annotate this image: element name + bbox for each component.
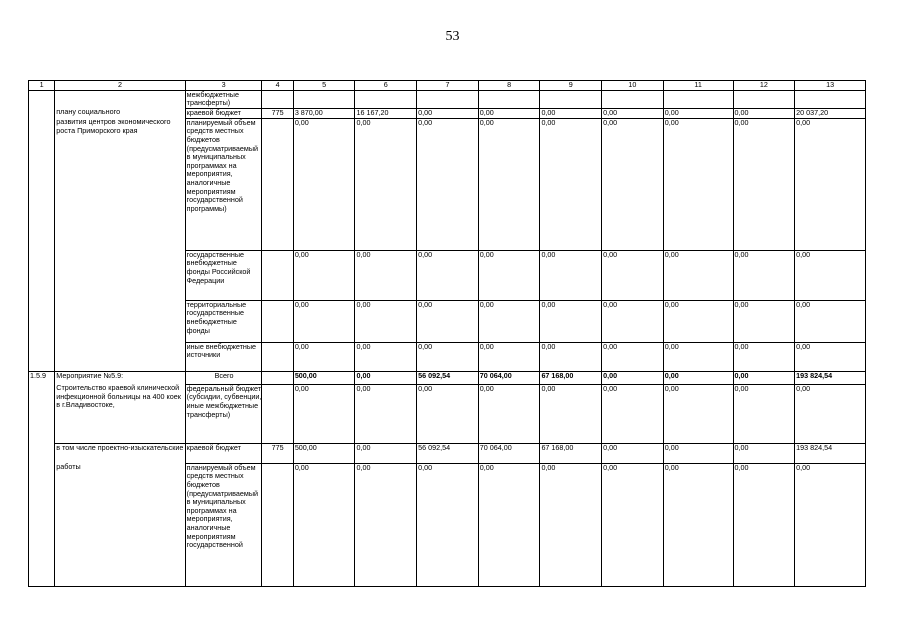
amount-cell: 0,00 (795, 250, 866, 300)
row-number-cell (29, 384, 55, 443)
funding-source-cell: Всего (185, 371, 262, 384)
amount-cell: 56 092,54 (417, 443, 479, 463)
amount-cell: 0,00 (733, 118, 795, 250)
amount-cell: 0,00 (602, 108, 664, 118)
amount-cell: 0,00 (355, 118, 417, 250)
amount-cell: 0,00 (663, 463, 733, 586)
amount-cell (540, 90, 602, 108)
funding-source-cell: краевой бюджет (185, 443, 262, 463)
amount-cell: 0,00 (540, 250, 602, 300)
table-row (29, 300, 866, 342)
amount-cell: 0,00 (663, 384, 733, 443)
amount-cell: 0,00 (293, 384, 355, 443)
grbs-code-cell (262, 384, 293, 443)
amount-cell: 0,00 (355, 300, 417, 342)
amount-cell: 0,00 (417, 342, 479, 371)
table-row (29, 118, 866, 250)
amount-cell: 0,00 (602, 463, 664, 586)
measure-name-cell: плану социального (55, 108, 185, 118)
grbs-code-cell (262, 371, 293, 384)
grbs-code-cell (262, 90, 293, 108)
amount-cell (602, 90, 664, 108)
funding-source-cell: иные внебюджетные источники (185, 342, 262, 371)
amount-cell: 0,00 (293, 342, 355, 371)
amount-cell: 0,00 (540, 300, 602, 342)
amount-cell: 0,00 (733, 463, 795, 586)
measure-name-cell: развития центров экономического роста Приморского края (55, 118, 185, 250)
table-row (29, 371, 866, 384)
header-col-4: 4 (262, 81, 293, 91)
amount-cell: 0,00 (540, 108, 602, 118)
amount-cell: 0,00 (478, 384, 540, 443)
amount-cell (663, 90, 733, 108)
amount-cell: 0,00 (355, 384, 417, 443)
header-col-13: 13 (795, 81, 866, 91)
amount-cell: 0,00 (478, 118, 540, 250)
amount-cell: 0,00 (795, 342, 866, 371)
funding-source-cell: краевой бюджет (185, 108, 262, 118)
measure-name-cell (55, 300, 185, 342)
amount-cell: 0,00 (663, 443, 733, 463)
amount-cell: 0,00 (540, 342, 602, 371)
amount-cell: 0,00 (795, 463, 866, 586)
amount-cell: 16 167,20 (355, 108, 417, 118)
table-row (29, 463, 866, 586)
table-row (29, 108, 866, 118)
funding-source-cell: территориальные государственные внебюджетные фонды (185, 300, 262, 342)
amount-cell: 0,00 (293, 118, 355, 250)
amount-cell: 0,00 (293, 300, 355, 342)
table-row (29, 90, 866, 108)
header-col-5: 5 (293, 81, 355, 91)
amount-cell: 0,00 (733, 250, 795, 300)
amount-cell: 0,00 (795, 300, 866, 342)
row-number-cell (29, 118, 55, 250)
amount-cell: 0,00 (478, 342, 540, 371)
header-col-1: 1 (29, 81, 55, 91)
amount-cell: 67 168,00 (540, 371, 602, 384)
measure-name-cell (55, 90, 185, 108)
amount-cell: 0,00 (355, 371, 417, 384)
header-col-11: 11 (663, 81, 733, 91)
grbs-code-cell (262, 463, 293, 586)
measure-name-cell: работы (55, 463, 185, 586)
amount-cell: 500,00 (293, 443, 355, 463)
measure-name-cell: в том числе проектно-изыскательские (55, 443, 185, 463)
amount-cell: 0,00 (417, 463, 479, 586)
amount-cell: 0,00 (478, 250, 540, 300)
funding-source-cell: федеральный бюджет (субсидии, субвенции, иные межбюджетные трансферты) (185, 384, 262, 443)
amount-cell (355, 90, 417, 108)
amount-cell: 0,00 (540, 384, 602, 443)
grbs-code-cell (262, 300, 293, 342)
amount-cell: 0,00 (602, 443, 664, 463)
header-row (29, 81, 866, 91)
amount-cell: 0,00 (478, 108, 540, 118)
row-number-cell (29, 463, 55, 586)
amount-cell: 70 064,00 (478, 443, 540, 463)
amount-cell: 193 824,54 (795, 443, 866, 463)
amount-cell: 0,00 (795, 118, 866, 250)
amount-cell: 0,00 (355, 250, 417, 300)
funding-source-cell: государственные внебюджетные фонды Российской Федерации (185, 250, 262, 300)
grbs-code-cell (262, 118, 293, 250)
funding-source-cell: межбюджетные трансферты) (185, 90, 262, 108)
header-col-8: 8 (478, 81, 540, 91)
amount-cell: 0,00 (663, 118, 733, 250)
header-col-3: 3 (185, 81, 262, 91)
row-number-cell (29, 443, 55, 463)
amount-cell (733, 90, 795, 108)
table-row (29, 443, 866, 463)
row-number-cell (29, 90, 55, 108)
amount-cell: 20 037,20 (795, 108, 866, 118)
amount-cell (795, 90, 866, 108)
amount-cell: 500,00 (293, 371, 355, 384)
amount-cell: 0,00 (417, 250, 479, 300)
row-number-cell: 1.5.9 (29, 371, 55, 384)
funding-source-cell: планируемый объем средств местных бюджетов (предусматриваемый в муниципальных программах на мероприятия, аналогичные мероприятиям государственной программы) (185, 118, 262, 250)
amount-cell: 0,00 (602, 118, 664, 250)
amount-cell (478, 90, 540, 108)
grbs-code-cell: 775 (262, 443, 293, 463)
amount-cell (293, 90, 355, 108)
table-row (29, 342, 866, 371)
measure-name-cell (55, 342, 185, 371)
row-number-cell (29, 250, 55, 300)
amount-cell: 0,00 (663, 300, 733, 342)
budget-table (28, 80, 866, 587)
row-number-cell (29, 300, 55, 342)
amount-cell: 0,00 (602, 384, 664, 443)
header-col-10: 10 (602, 81, 664, 91)
amount-cell: 67 168,00 (540, 443, 602, 463)
page-number: 53 (445, 29, 460, 44)
amount-cell: 0,00 (417, 300, 479, 342)
amount-cell (417, 90, 479, 108)
amount-cell: 0,00 (293, 463, 355, 586)
amount-cell: 0,00 (417, 108, 479, 118)
amount-cell: 0,00 (602, 250, 664, 300)
amount-cell: 0,00 (602, 300, 664, 342)
measure-name-cell (55, 250, 185, 300)
grbs-code-cell (262, 250, 293, 300)
amount-cell: 0,00 (663, 342, 733, 371)
amount-cell: 0,00 (733, 384, 795, 443)
header-col-6: 6 (355, 81, 417, 91)
amount-cell: 0,00 (417, 384, 479, 443)
amount-cell: 0,00 (540, 118, 602, 250)
header-col-2: 2 (55, 81, 185, 91)
grbs-code-cell (262, 342, 293, 371)
amount-cell: 0,00 (293, 250, 355, 300)
amount-cell: 193 824,54 (795, 371, 866, 384)
amount-cell: 56 092,54 (417, 371, 479, 384)
table-row (29, 250, 866, 300)
row-number-cell (29, 108, 55, 118)
amount-cell: 0,00 (478, 463, 540, 586)
amount-cell: 0,00 (733, 108, 795, 118)
amount-cell: 0,00 (733, 371, 795, 384)
amount-cell: 0,00 (355, 463, 417, 586)
amount-cell: 0,00 (663, 108, 733, 118)
amount-cell: 0,00 (733, 300, 795, 342)
amount-cell: 0,00 (355, 342, 417, 371)
table-row (29, 384, 866, 443)
amount-cell: 0,00 (355, 443, 417, 463)
amount-cell: 0,00 (733, 342, 795, 371)
amount-cell: 70 064,00 (478, 371, 540, 384)
header-col-12: 12 (733, 81, 795, 91)
measure-name-cell: Строительство краевой клинической инфекционной больницы на 400 коек в г.Владивостоке, (55, 384, 185, 443)
amount-cell: 0,00 (602, 342, 664, 371)
amount-cell: 3 870,00 (293, 108, 355, 118)
amount-cell: 0,00 (663, 371, 733, 384)
header-col-9: 9 (540, 81, 602, 91)
amount-cell: 0,00 (663, 250, 733, 300)
amount-cell: 0,00 (417, 118, 479, 250)
amount-cell: 0,00 (540, 463, 602, 586)
amount-cell: 0,00 (478, 300, 540, 342)
measure-name-cell: Мероприятие №5.9: (55, 371, 185, 384)
amount-cell: 0,00 (795, 384, 866, 443)
grbs-code-cell: 775 (262, 108, 293, 118)
header-col-7: 7 (417, 81, 479, 91)
row-number-cell (29, 342, 55, 371)
amount-cell: 0,00 (733, 443, 795, 463)
amount-cell: 0,00 (602, 371, 664, 384)
funding-source-cell: планируемый объем средств местных бюджетов (предусматриваемый в муниципальных программах на мероприятия, аналогичные мероприятиям государственной (185, 463, 262, 586)
